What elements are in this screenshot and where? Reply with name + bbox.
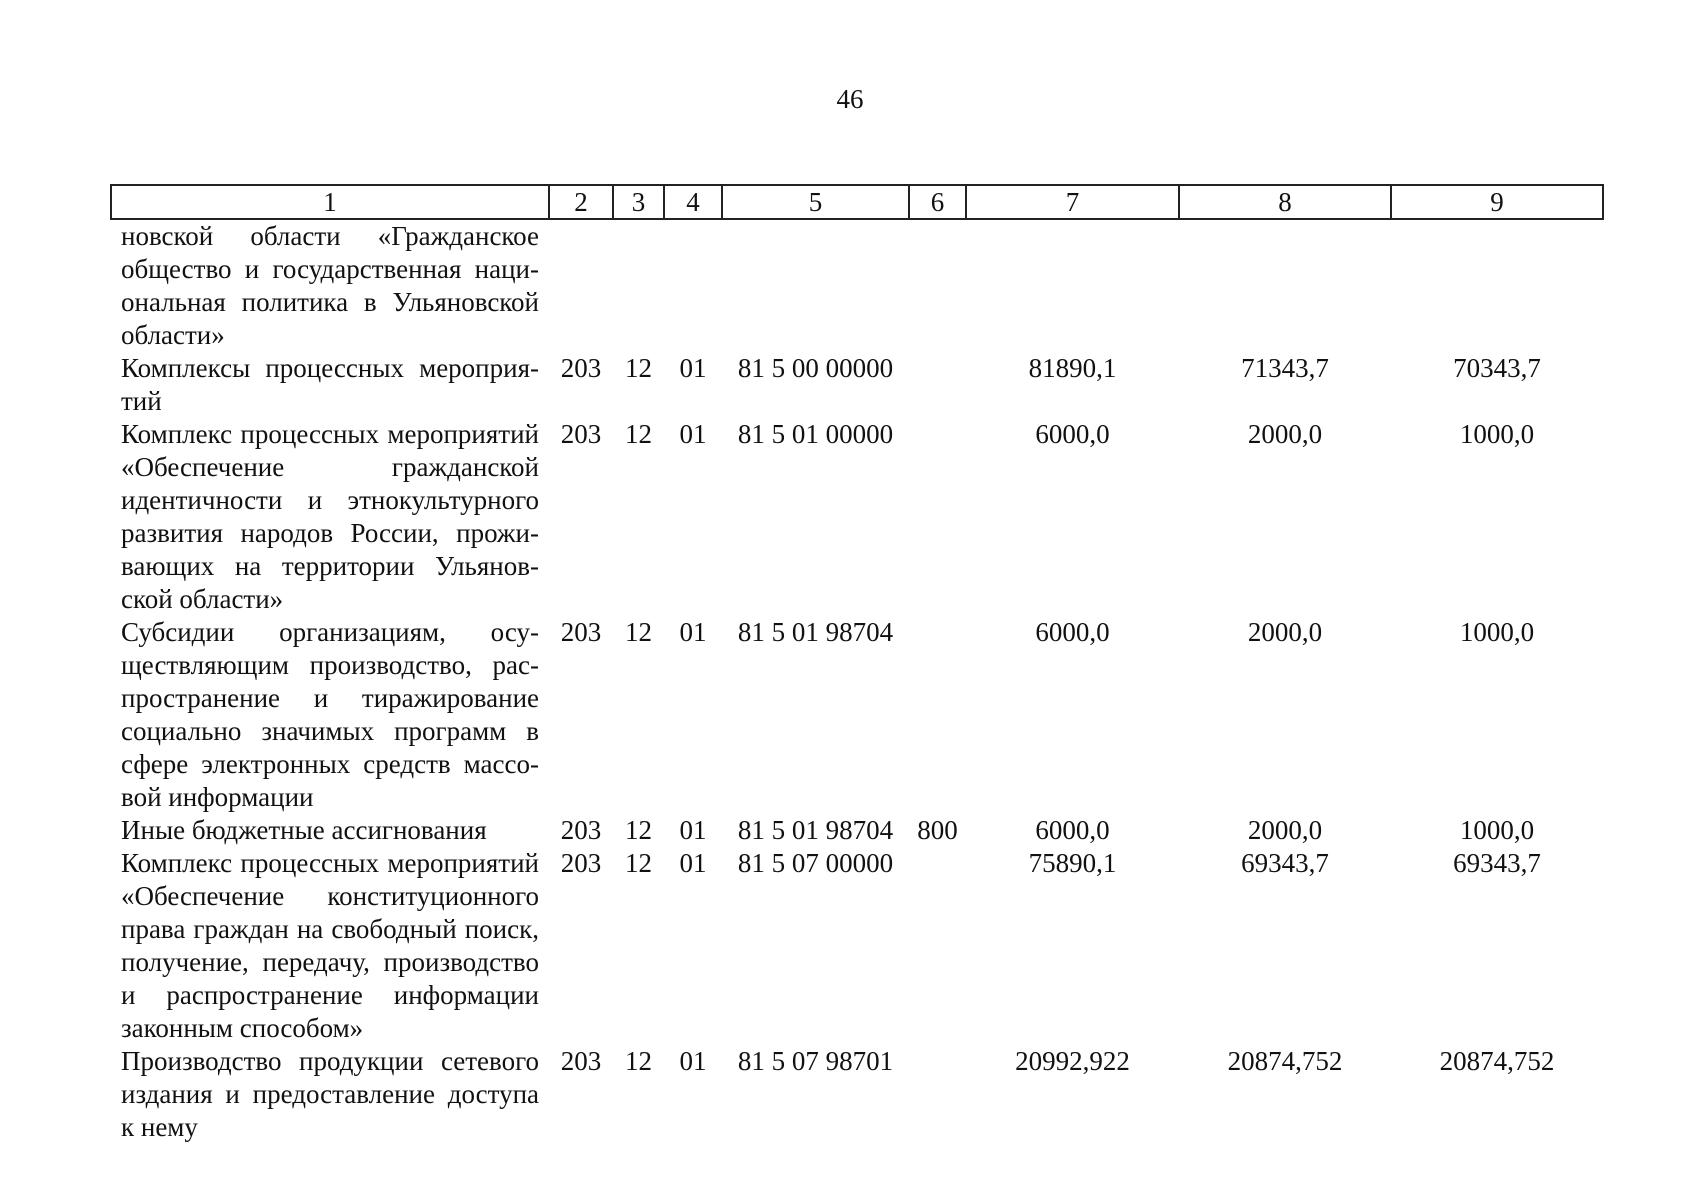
- row-code-3: 12: [625, 617, 652, 647]
- row-value-9: 1000,0: [1459, 815, 1535, 845]
- row-value-9: 1000,0: [1459, 419, 1535, 449]
- row-code-3: 12: [625, 1046, 652, 1076]
- column-header-3: 3: [613, 185, 664, 219]
- row-value-9: 20874,752: [1439, 1046, 1555, 1076]
- table-row: [111, 418, 1603, 616]
- column-header-7: 7: [966, 185, 1179, 219]
- row-code-2: 203: [560, 815, 602, 845]
- row-value-8: 2000,0: [1247, 617, 1323, 647]
- row-code-6: [909, 418, 966, 616]
- row-code-2: 203: [560, 419, 602, 449]
- table-row: [111, 847, 1603, 1045]
- row-name: Производство продукции сетевого издания и предоставление доступа к нему: [121, 1046, 539, 1142]
- row-value-9: [1391, 219, 1603, 352]
- row-code-4: [664, 219, 722, 352]
- row-code-5: 81 5 07 00000: [737, 848, 894, 878]
- row-code-6: [909, 1045, 966, 1144]
- row-name: Комплекс процессных мероприятий «Обеспечение конституционного права граждан на свободный поиск, получение, передачу, производство и распространение информации законным способом»: [121, 848, 539, 1043]
- row-code-4: 01: [679, 815, 707, 845]
- row-value-7: 6000,0: [1035, 815, 1110, 845]
- row-code-3: 12: [625, 353, 652, 383]
- table-header: [111, 185, 1603, 219]
- row-code-3: 12: [625, 419, 652, 449]
- row-code-3: [613, 219, 664, 352]
- row-code-2: [549, 219, 613, 352]
- row-code-4: 01: [679, 419, 707, 449]
- row-name: Иные бюджетные ассигнования: [121, 815, 487, 845]
- budget-table: [110, 184, 1604, 1144]
- row-value-8: 71343,7: [1241, 353, 1329, 383]
- row-code-6: [909, 616, 966, 814]
- row-value-7: 20992,922: [1015, 1046, 1130, 1076]
- column-header-5: 5: [722, 185, 909, 219]
- row-value-8: [1179, 219, 1391, 352]
- row-code-2: 203: [560, 1046, 602, 1076]
- row-code-4: 01: [679, 1046, 707, 1076]
- row-code-4: 01: [679, 353, 707, 383]
- row-value-8: 20874,752: [1227, 1046, 1343, 1076]
- row-code-6: [909, 352, 966, 418]
- row-value-9: 70343,7: [1453, 353, 1541, 383]
- row-code-2: 203: [560, 353, 602, 383]
- table-row: [111, 814, 1603, 847]
- row-value-8: 69343,7: [1241, 848, 1329, 878]
- row-value-7: 75890,1: [1028, 848, 1117, 878]
- column-header-1: 1: [111, 185, 549, 219]
- row-value-8: 2000,0: [1247, 419, 1323, 449]
- column-header-9: 9: [1391, 185, 1603, 219]
- row-code-5: [722, 219, 909, 352]
- table-row: [111, 352, 1603, 418]
- row-code-3: 12: [625, 815, 652, 845]
- table-row: [111, 1045, 1603, 1144]
- row-value-7: 6000,0: [1035, 419, 1110, 449]
- row-code-3: 12: [625, 848, 652, 878]
- row-code-5: 81 5 01 00000: [737, 419, 894, 449]
- row-code-2: 203: [560, 848, 602, 878]
- row-code-6: [909, 219, 966, 352]
- table-body: [111, 219, 1603, 1144]
- row-code-5: 81 5 01 98704: [737, 815, 894, 845]
- row-value-7: 81890,1: [1028, 353, 1117, 383]
- row-value-9: 1000,0: [1459, 617, 1535, 647]
- row-code-6: 800: [917, 815, 958, 845]
- row-code-2: 203: [560, 617, 602, 647]
- row-code-6: [909, 847, 966, 1045]
- row-name: Субсидии организациям, осуществляющим производство, распространение и тиражирование социально значимых программ в сфере электронных средств массовой информации: [121, 617, 539, 812]
- header-row: [111, 185, 1603, 219]
- row-value-7: 6000,0: [1035, 617, 1110, 647]
- column-header-8: 8: [1179, 185, 1391, 219]
- row-value-9: 69343,7: [1453, 848, 1541, 878]
- row-code-5: 81 5 07 98701: [737, 1046, 894, 1076]
- row-code-5: 81 5 01 98704: [737, 617, 894, 647]
- row-name: Комплексы процессных мероприятий: [121, 353, 539, 416]
- row-code-4: 01: [679, 848, 707, 878]
- row-code-4: 01: [679, 617, 707, 647]
- row-name: новской области «Гражданское общество и государственная национальная политика в Ульяновской области»: [121, 221, 539, 350]
- row-value-8: 2000,0: [1247, 815, 1323, 845]
- column-header-4: 4: [664, 185, 722, 219]
- table-row: [111, 219, 1603, 352]
- column-header-2: 2: [549, 185, 613, 219]
- row-name: Комплекс процессных мероприятий «Обеспечение гражданской идентичности и этнокультурного развития народов России, проживающих на территории Ульяновской области»: [121, 419, 539, 614]
- row-code-5: 81 5 00 00000: [737, 353, 894, 383]
- page-number: 46: [836, 84, 864, 114]
- row-value-7: [966, 219, 1179, 352]
- table-row: [111, 616, 1603, 814]
- column-header-6: 6: [909, 185, 966, 219]
